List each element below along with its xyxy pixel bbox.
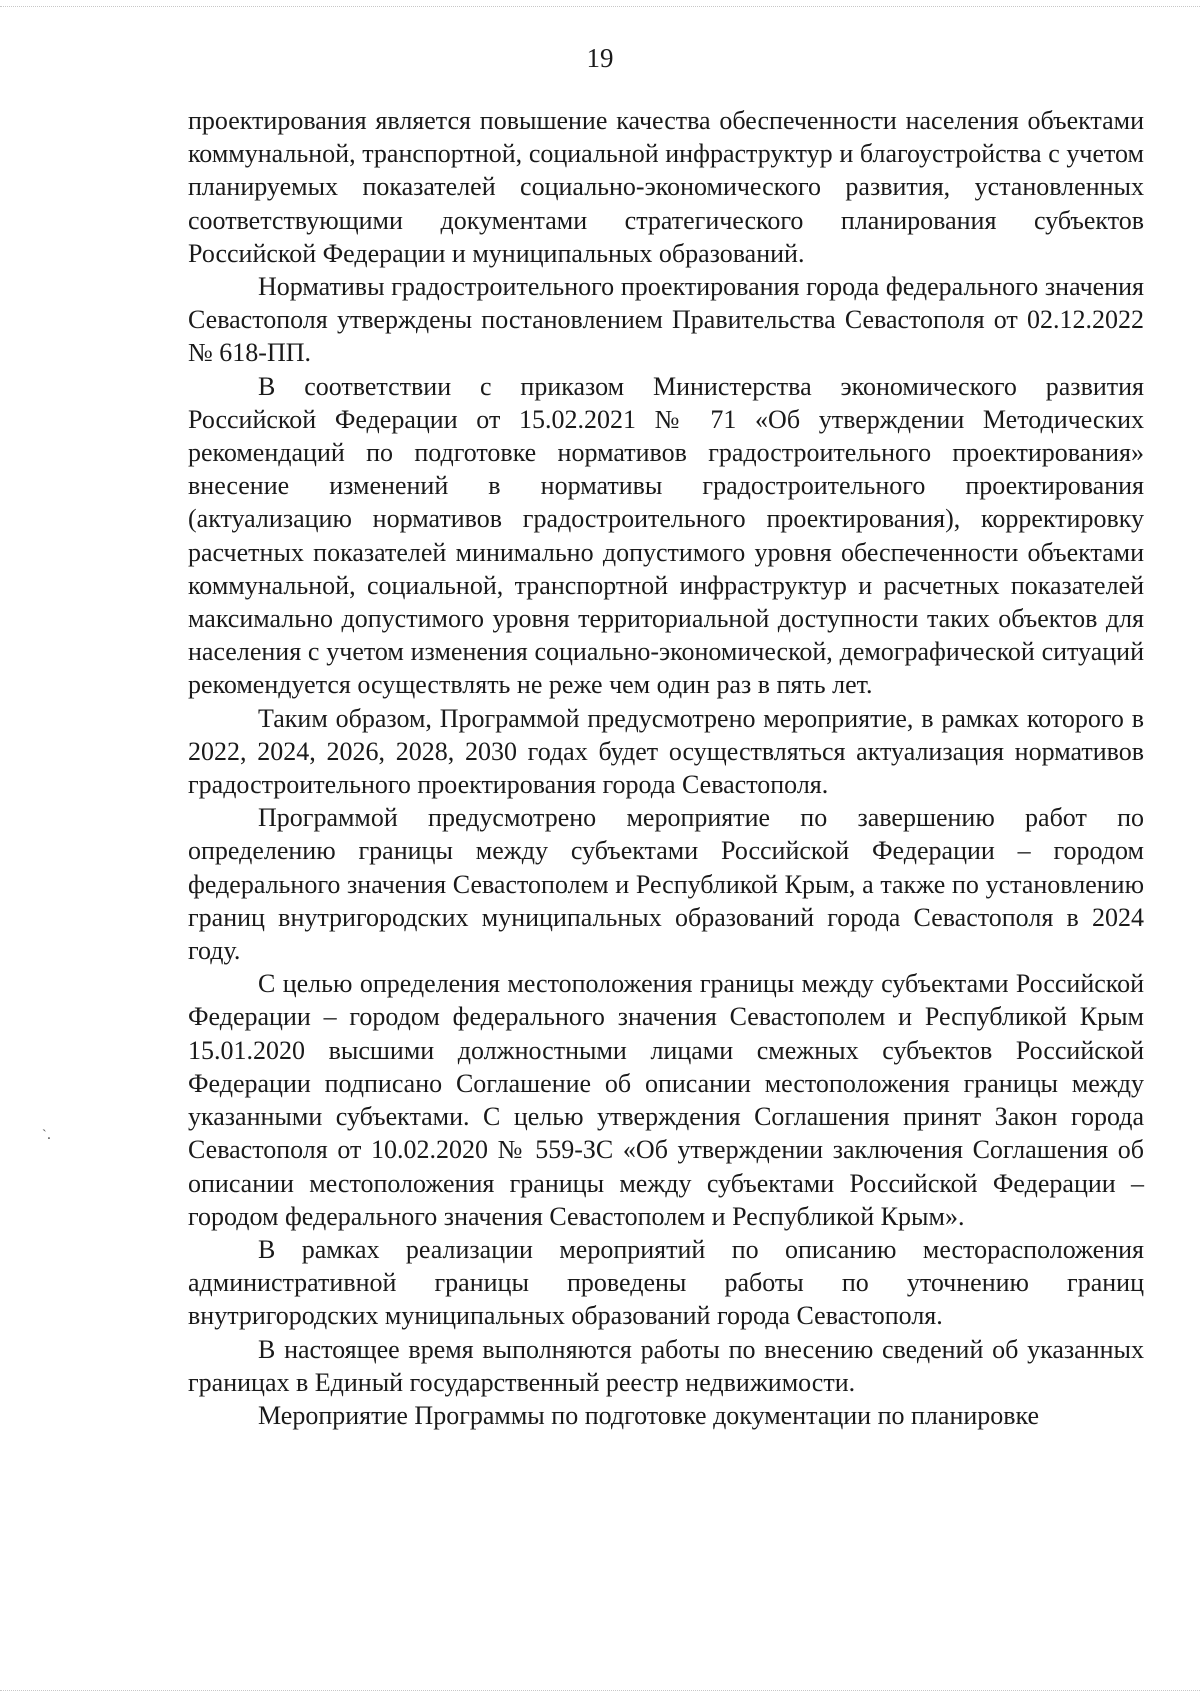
paragraph: Нормативы градостроительного проектирования города федерального значения Севастополя утверждены постановлением Правительства Севастополя от 02.12.2022 № 618-ПП.	[188, 272, 1144, 368]
paragraph: С целью определения местоположения границы между субъектами Российской Федерации – городом федерального значения Севастополем и Республикой Крым 15.01.2020 высшими должностными лицами смежных субъектов Российской Федерации подписано Соглашение об описании местоположения границы между указанными субъектами. С целью утверждения Соглашения принят Закон города Севастополя от 10.02.2020 № 559-ЗС «Об утверждении заключения Соглашения об описании местоположения границы между субъектами Российской Федерации – городом федерального значения Севастополем и Республикой Крым».	[188, 969, 1144, 1231]
paragraph: Мероприятие Программы по подготовке документации по планировке	[258, 1400, 1040, 1430]
paragraph: Таким образом, Программой предусмотрено мероприятие, в рамках которого в 2022, 2024, 2026, 2028, 2030 годах будет осуществляться актуализация нормативов градостроительного проектирования города Севастополя.	[188, 703, 1144, 800]
paragraph: В рамках реализации мероприятий по описанию месторасположения административной границы проведены работы по уточнению границ внутригородских муниципальных образований города Севастополя.	[188, 1234, 1144, 1331]
scan-edge-top	[0, 6, 1200, 11]
paragraph: В настоящее время выполняются работы по внесению сведений об указанных границах в Единый государственный реестр недвижимости.	[188, 1334, 1144, 1397]
margin-mark-icon: `․	[42, 1128, 52, 1143]
document-body	[188, 104, 1144, 1432]
paragraph: В соответствии с приказом Министерства экономического развития Российской Федерации от 15.02.2021 № 71 «Об утверждении Методических рекомендаций по подготовке нормативов градостроительного проектирования» внесение изменений в нормативы градостроительного проектирования (актуализацию нормативов градостроительного проектирования), корректировку расчетных показателей минимально допустимого уровня обеспеченности объектами коммунальной, социальной, транспортной инфраструктур и расчетных показателей максимально допустимого уровня территориальной доступности таких объектов для населения с учетом изменения социально-экономической, демографической ситуаций рекомендуется осуществлять не реже чем один раз в пять лет.	[188, 371, 1144, 700]
paragraph-continuation: проектирования является повышение качества обеспеченности населения объектами коммунальной, транспортной, социальной инфраструктур и благоустройства с учетом планируемых показателей социально-экономического развития, установленных соответствующими документами стратегического планирования субъектов Российской Федерации и муниципальных образований.	[188, 106, 1144, 268]
scan-edge-bottom	[0, 1690, 1200, 1695]
paragraph: Программой предусмотрено мероприятие по завершению работ по определению границы между субъектами Российской Федерации – городом федерального значения Севастополем и Республикой Крым, а также по установлению границ внутригородских муниципальных образований города Севастополя в 2024 году.	[188, 803, 1144, 966]
page-number: 19	[586, 43, 614, 73]
